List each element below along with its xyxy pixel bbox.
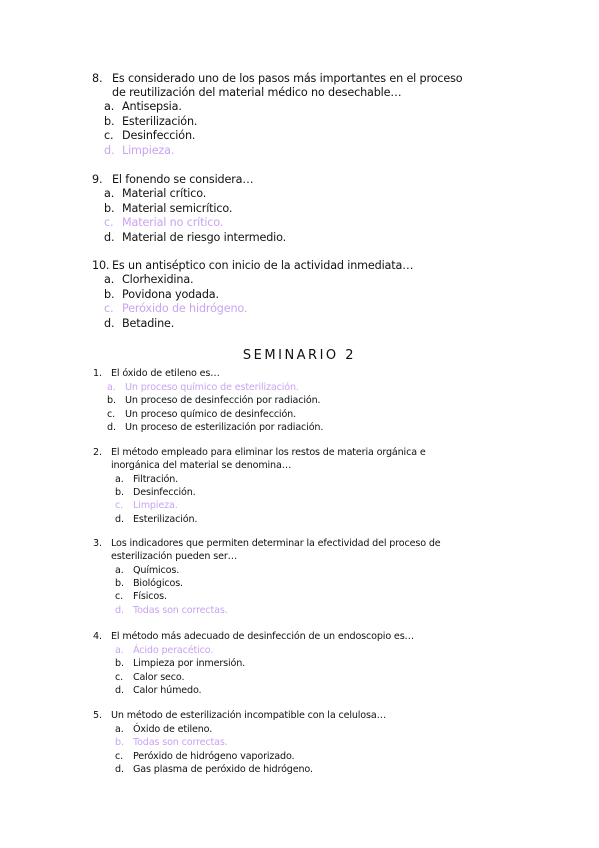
question-stem — [92, 72, 532, 100]
question-number: 1. — [93, 368, 102, 379]
question-stem — [93, 368, 513, 381]
option-d: d. Gas plasma de peróxido de hidrógeno. — [115, 764, 313, 776]
question-text-line1: Es considerado uno de los pasos más importantes en el proceso — [112, 72, 463, 85]
options-list — [93, 564, 513, 618]
option-a-answer: a. Ácido peracético. — [115, 644, 214, 656]
question-number: 4. — [93, 631, 102, 642]
seminar-question-3 — [93, 538, 513, 617]
option-b: b. Biológicos. — [115, 578, 183, 589]
question-text-line1: El fonendo se considera… — [112, 173, 254, 186]
question-text-line1: Es un antiséptico con inicio de la actividad inmediata… — [112, 259, 414, 272]
option-d: d. Esterilización. — [115, 513, 198, 525]
question-9 — [92, 173, 532, 245]
question-number: 10. — [92, 259, 110, 272]
question-number: 3. — [93, 538, 102, 549]
question-stem — [92, 173, 532, 187]
question-text-line2: de reutilización del material médico no desechable… — [112, 86, 402, 99]
option-c-answer: c. Peróxido de hidrógeno. — [104, 302, 248, 316]
option-a: a. Antisepsia. — [104, 100, 182, 113]
option-a: a. Óxido de etileno. — [115, 723, 213, 735]
option-c: c. Desinfección. — [104, 129, 196, 143]
option-b: b. Esterilización. — [104, 114, 198, 128]
question-10 — [92, 259, 532, 331]
question-stem — [92, 259, 532, 273]
option-d: d. Un proceso de esterilización por radiación. — [107, 422, 324, 434]
options-list — [93, 473, 513, 527]
option-c: c. Calor seco. — [115, 671, 185, 683]
option-a-answer: a. Un proceso químico de esterilización. — [107, 381, 299, 393]
question-stem — [93, 710, 513, 723]
seminar-question-5 — [93, 710, 513, 776]
options-list — [93, 644, 513, 698]
question-8 — [92, 72, 532, 158]
option-a: a. Químicos. — [115, 564, 180, 576]
option-c: c. Peróxido de hidrógeno vaporizado. — [115, 750, 295, 762]
options-list — [93, 381, 513, 435]
question-number: 5. — [93, 710, 102, 721]
question-text-line1: Los indicadores que permiten determinar la efectividad del proceso de — [111, 538, 441, 549]
option-b: b. Povidona yodada. — [104, 287, 219, 301]
question-stem — [93, 447, 513, 473]
question-text-line1: El óxido de etileno es… — [111, 368, 220, 379]
option-d-answer: d. Limpieza. — [104, 143, 175, 157]
option-c-answer: c. Material no crítico. — [104, 216, 224, 230]
option-d-answer: d. Todas son correctas. — [115, 604, 228, 616]
options-list — [93, 723, 513, 777]
option-b: b. Un proceso de desinfección por radiación. — [107, 395, 321, 407]
question-number: 9. — [92, 173, 103, 186]
seminar-question-4 — [93, 631, 513, 697]
option-d: d. Calor húmedo. — [115, 685, 202, 697]
question-text-line2: esterilización pueden ser… — [111, 550, 238, 562]
option-c: c. Físicos. — [115, 591, 167, 603]
question-stem — [93, 538, 513, 564]
option-d: d. Material de riesgo intermedio. — [104, 230, 287, 244]
question-text-line2: inorgánica del material se denomina… — [111, 459, 292, 471]
question-text-line1: El método más adecuado de desinfección de un endoscopio es… — [111, 631, 414, 642]
option-d: d. Betadine. — [104, 316, 175, 330]
question-text-line1: El método empleado para eliminar los restos de materia orgánica e — [111, 447, 426, 458]
section-title: SEMINARIO 2 — [242, 348, 357, 363]
option-b: b. Material semicrítico. — [104, 201, 233, 215]
option-c: c. Un proceso químico de desinfección. — [107, 408, 297, 420]
seminar-question-1 — [93, 368, 513, 434]
options-list — [92, 187, 532, 245]
seminar-question-2 — [93, 447, 513, 526]
question-stem — [93, 631, 513, 644]
option-b-answer: b. Todas son correctas. — [115, 737, 228, 749]
question-number: 2. — [93, 447, 102, 458]
options-list — [92, 100, 532, 158]
option-a: a. Filtración. — [115, 473, 179, 485]
question-number: 8. — [92, 72, 103, 85]
option-c-answer: c. Limpieza. — [115, 500, 178, 512]
option-a: a. Material crítico. — [104, 187, 207, 200]
options-list — [92, 273, 532, 331]
option-b: b. Desinfección. — [115, 487, 196, 498]
question-text-line1: Un método de esterilización incompatible con la celulosa… — [111, 710, 387, 721]
option-a: a. Clorhexidina. — [104, 273, 194, 286]
option-b: b. Limpieza por inmersión. — [115, 658, 246, 670]
